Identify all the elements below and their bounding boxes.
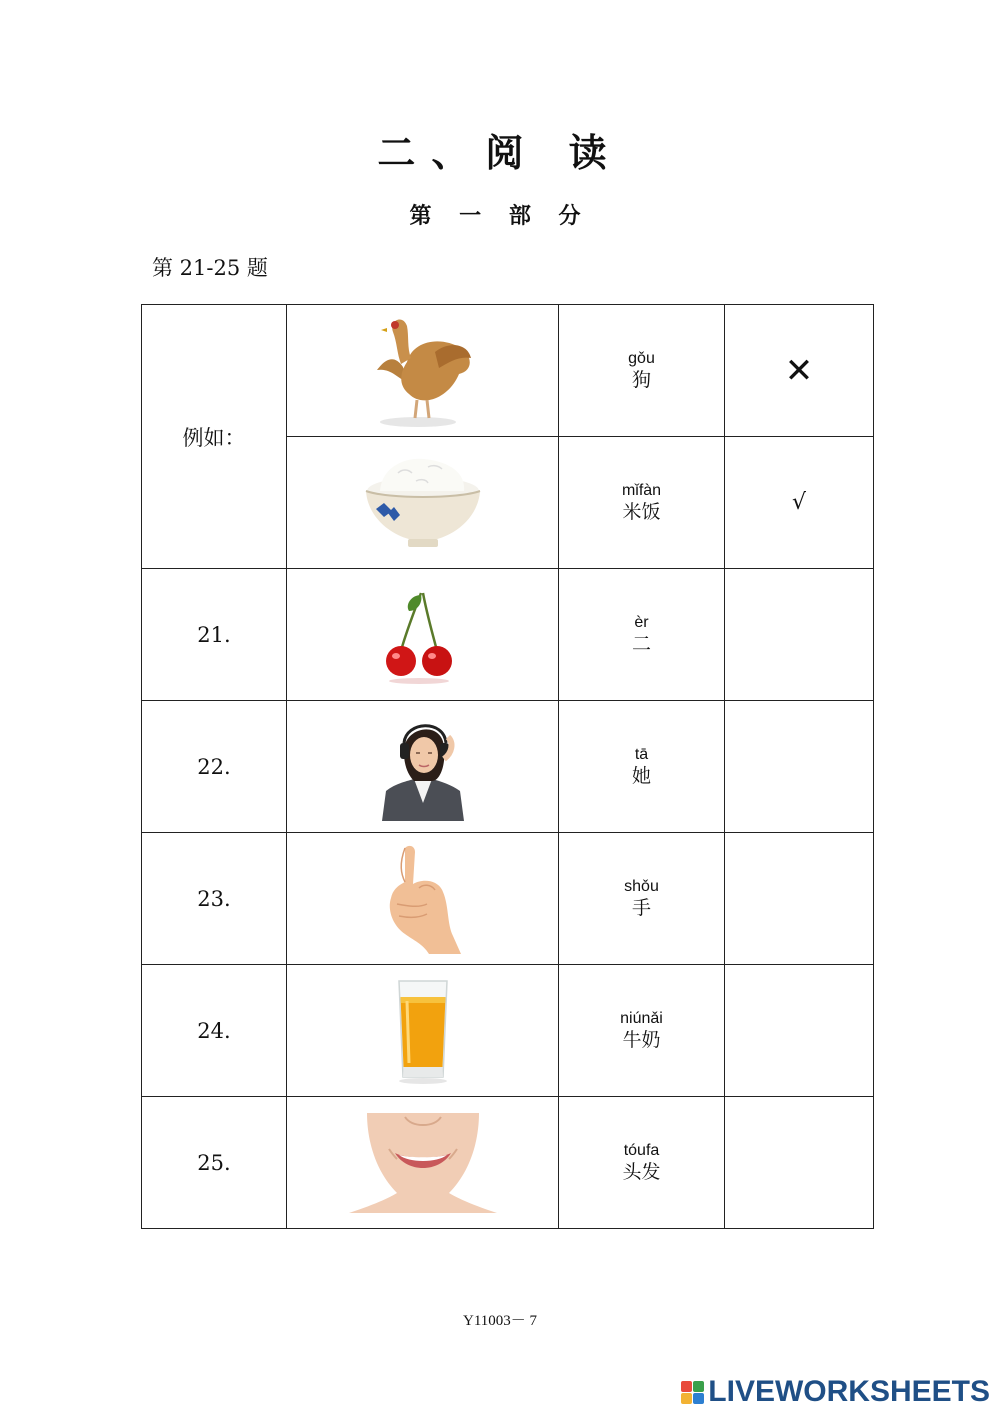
hanzi: 头发 (622, 1160, 661, 1183)
image-cell (287, 437, 559, 569)
answer-cell[interactable] (725, 1097, 874, 1229)
question-number: 21. (197, 622, 231, 647)
brand-square (681, 1381, 692, 1392)
image-cell (287, 305, 559, 437)
question-range: 第 21-25 题 (152, 256, 268, 280)
word-cell (559, 437, 725, 569)
question-number-cell (142, 833, 287, 965)
hanzi: 米饭 (622, 500, 661, 523)
image-cell (287, 1097, 559, 1229)
pinyin: gǒu (628, 349, 655, 367)
word-cell (559, 833, 725, 965)
word-cell (559, 305, 725, 437)
example-row (142, 305, 874, 437)
pinyin: mǐfàn (621, 481, 662, 499)
part-subtitle: 第 一 部 分 (409, 204, 591, 229)
question-number-cell (142, 701, 287, 833)
example-label-cell (142, 305, 287, 569)
hanzi: 狗 (631, 368, 651, 391)
question-row-25 (142, 1097, 874, 1229)
image-cell (287, 965, 559, 1097)
question-row-22 (142, 701, 874, 833)
brand-name: LIVEWORKSHEETS (708, 1375, 990, 1408)
woman-headphones-icon (382, 713, 464, 821)
question-row-24 (142, 965, 874, 1097)
hanzi: 牛奶 (622, 1028, 661, 1051)
hanzi: 二 (631, 632, 651, 655)
juice-glass-icon (393, 977, 453, 1085)
brand-square (693, 1381, 704, 1392)
brand-mark-icon (681, 1381, 704, 1404)
pinyin: tā (634, 745, 649, 763)
question-number: 25. (197, 1150, 231, 1175)
brand-square (693, 1393, 704, 1404)
answer-cell[interactable] (725, 437, 874, 569)
word-cell (559, 701, 725, 833)
hanzi: 她 (631, 764, 651, 787)
pinyin: niúnǎi (620, 1009, 663, 1027)
image-cell (287, 569, 559, 701)
answer-cell[interactable] (725, 833, 874, 965)
cherries-icon (383, 585, 463, 685)
section-title: 二、阅 读 (377, 131, 623, 175)
pinyin: shǒu (624, 877, 659, 895)
answer-table (141, 304, 874, 1229)
word-cell (559, 1097, 725, 1229)
hanzi: 手 (631, 896, 651, 919)
answer-cell[interactable] (725, 701, 874, 833)
brand-square (681, 1393, 692, 1404)
smiling-face-icon (349, 1113, 497, 1213)
question-number: 22. (197, 754, 231, 779)
question-number: 24. (197, 1018, 231, 1043)
question-row-23 (142, 833, 874, 965)
page-code: Y11003－ 7 (462, 1313, 538, 1329)
word-cell (559, 965, 725, 1097)
word-cell (559, 569, 725, 701)
question-number-cell (142, 965, 287, 1097)
question-row-21 (142, 569, 874, 701)
image-cell (287, 701, 559, 833)
question-number-cell (142, 569, 287, 701)
cross-mark: ✕ (784, 350, 814, 391)
question-number: 23. (197, 886, 231, 911)
rice-bowl-icon (358, 451, 488, 555)
answer-cell[interactable] (725, 305, 874, 437)
example-label: 例如： (182, 425, 246, 450)
check-mark: √ (791, 490, 807, 515)
pinyin: tóufa (623, 1141, 660, 1159)
answer-cell[interactable] (725, 965, 874, 1097)
answer-cell[interactable] (725, 569, 874, 701)
question-number-cell (142, 1097, 287, 1229)
brand-logo[interactable] (681, 1375, 990, 1409)
pointing-hand-icon (383, 844, 463, 954)
chicken-icon (363, 312, 483, 430)
image-cell (287, 833, 559, 965)
pinyin: èr (634, 613, 649, 631)
